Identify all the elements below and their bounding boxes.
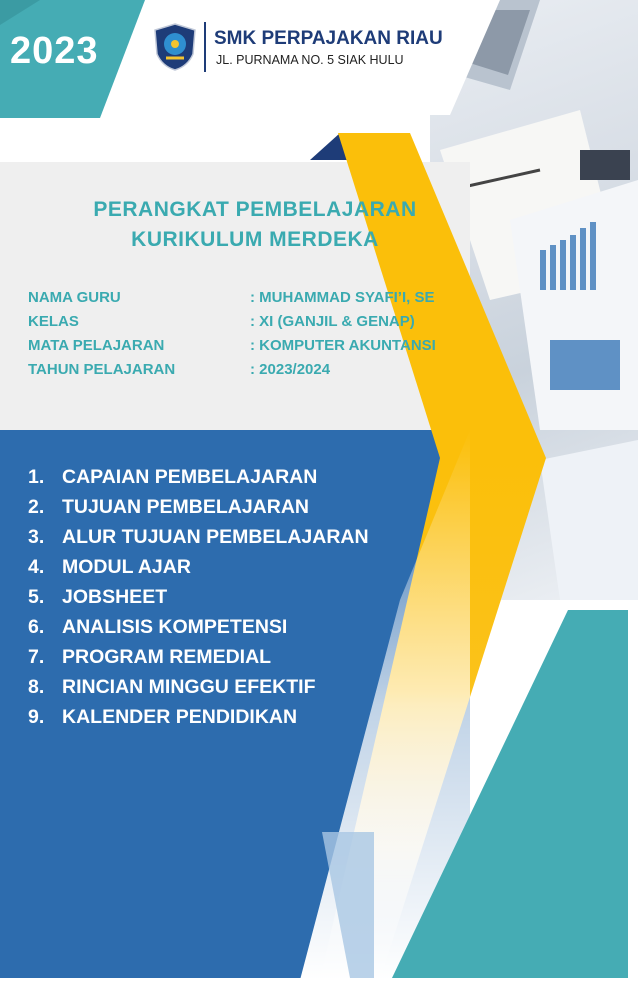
school-name: SMK PERPAJAKAN RIAU bbox=[214, 28, 443, 49]
contents-item-number: 9. bbox=[28, 706, 45, 728]
info-value-class: : XI (GANJIL & GENAP) bbox=[250, 313, 415, 330]
info-label-year: TAHUN PELAJARAN bbox=[28, 361, 176, 378]
contents-item bbox=[28, 646, 271, 669]
contents-item-text: RINCIAN MINGGU EFEKTIF bbox=[62, 676, 316, 698]
contents-item-text: CAPAIAN PEMBELAJARAN bbox=[62, 466, 318, 488]
info-value-year: : 2023/2024 bbox=[250, 361, 331, 378]
contents-item-text: MODUL AJAR bbox=[62, 556, 191, 578]
info-label-class: KELAS bbox=[28, 313, 79, 330]
document-title-line1: PERANGKAT PEMBELAJARAN bbox=[93, 198, 417, 221]
contents-item bbox=[28, 556, 191, 579]
year-label: 2023 bbox=[10, 30, 99, 72]
contents-item bbox=[28, 496, 309, 519]
contents-item bbox=[28, 676, 316, 699]
contents-item bbox=[28, 616, 287, 639]
contents-item-text: JOBSHEET bbox=[62, 586, 168, 608]
contents-item-text: TUJUAN PEMBELAJARAN bbox=[62, 496, 310, 518]
contents-item bbox=[28, 586, 167, 609]
document-title-line2: KURIKULUM MERDEKA bbox=[131, 228, 379, 251]
contents-item bbox=[28, 466, 317, 489]
contents-item-text: KALENDER PENDIDIKAN bbox=[62, 706, 298, 728]
contents-item-number: 3. bbox=[28, 526, 45, 548]
contents-item-number: 5. bbox=[28, 586, 45, 608]
contents-item-number: 2. bbox=[28, 496, 45, 518]
contents-item-number: 7. bbox=[28, 646, 45, 668]
contents-item bbox=[28, 706, 297, 729]
contents-item-text: ALUR TUJUAN PEMBELAJARAN bbox=[62, 526, 369, 548]
contents-item-number: 1. bbox=[28, 466, 45, 488]
school-address: JL. PURNAMA NO. 5 SIAK HULU bbox=[216, 53, 404, 67]
contents-item-number: 6. bbox=[28, 616, 45, 638]
contents-item-number: 4. bbox=[28, 556, 45, 578]
info-label-subject: MATA PELAJARAN bbox=[28, 337, 165, 354]
contents-item-text: ANALISIS KOMPETENSI bbox=[62, 616, 288, 638]
info-label-teacher: NAMA GURU bbox=[28, 289, 121, 306]
contents-item bbox=[28, 526, 369, 549]
info-value-subject: : KOMPUTER AKUNTANSI bbox=[250, 337, 436, 354]
contents-item-text: PROGRAM REMEDIAL bbox=[62, 646, 272, 668]
info-value-teacher: : MUHAMMAD SYAFI’I, SE bbox=[250, 289, 435, 306]
contents-item-number: 8. bbox=[28, 676, 45, 698]
